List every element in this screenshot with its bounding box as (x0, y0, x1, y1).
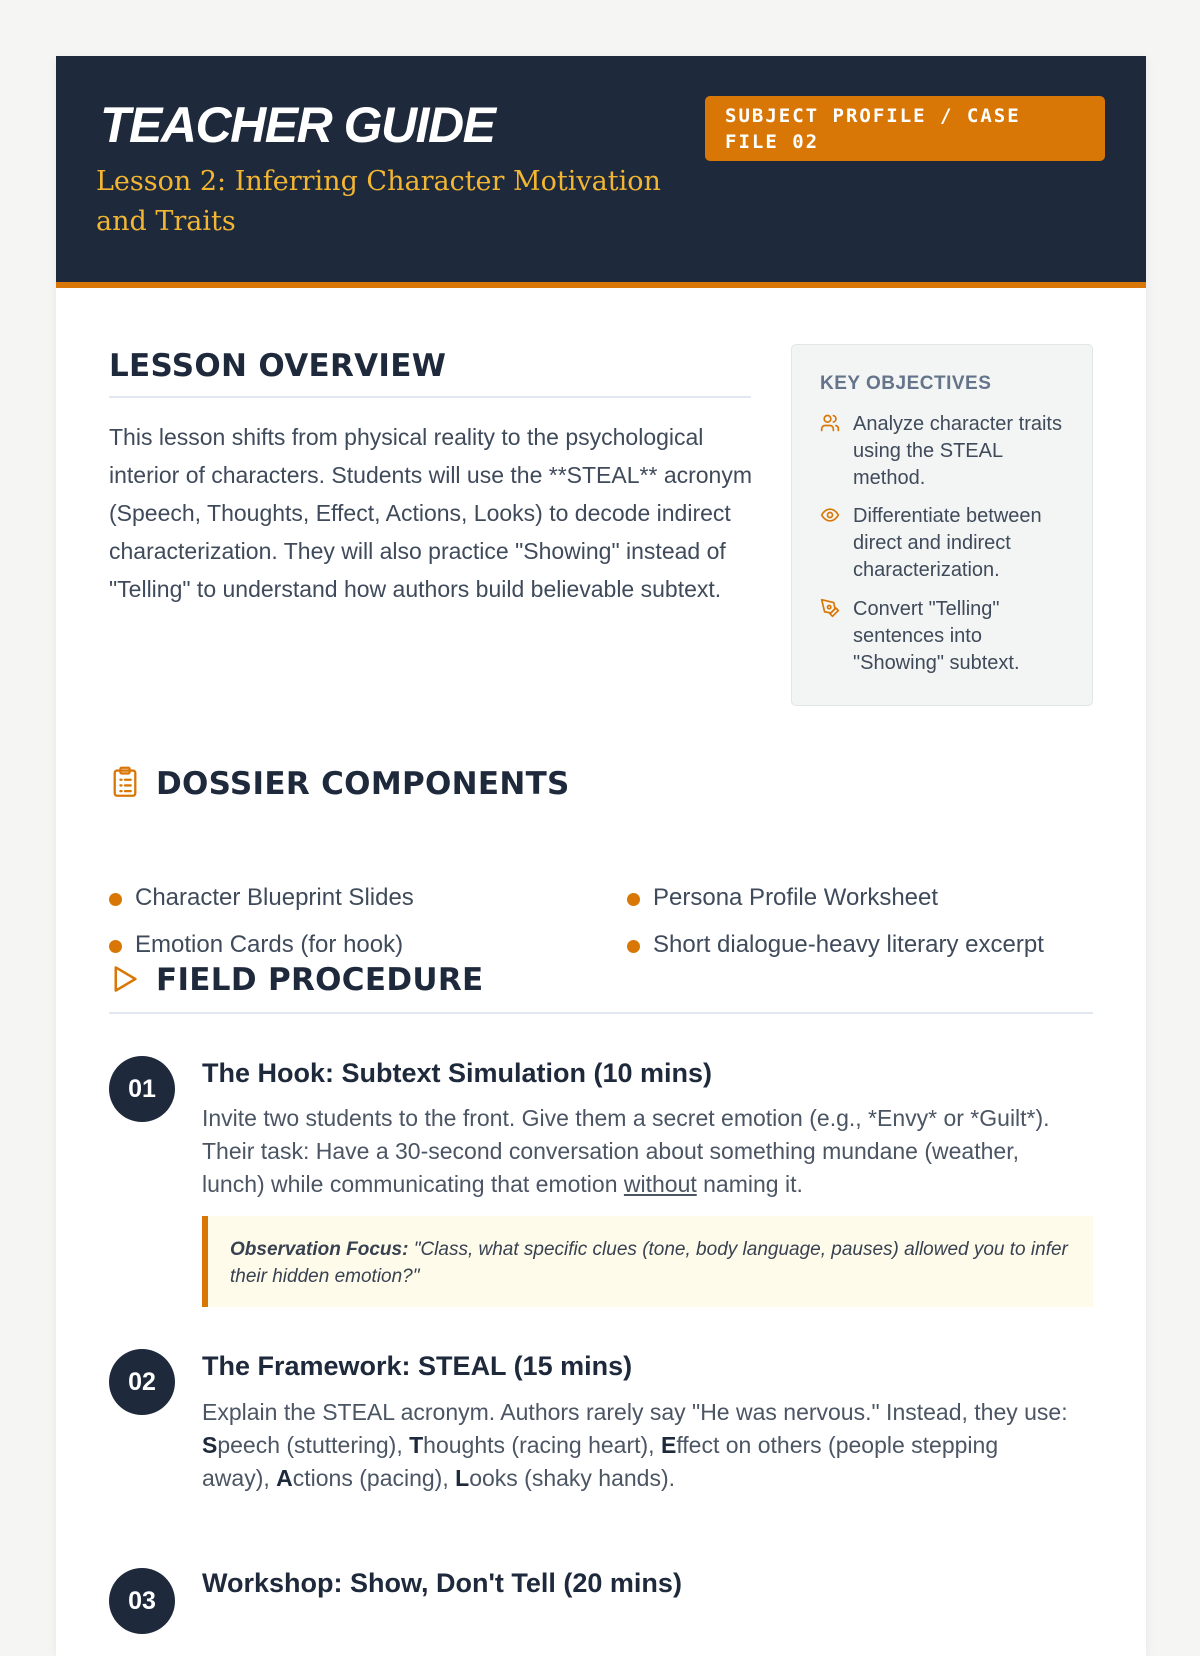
steal-letter: S (202, 1432, 218, 1458)
steal-text: ctions (pacing), (292, 1465, 456, 1491)
component-item (627, 931, 1044, 959)
step-body-text: Invite two students to the front. Give them a secret emotion (e.g., *Envy* or *Guilt*). Their task: Have a 30-second conversation about something mundane (weather, lunch) while communicating that emotion (202, 1105, 1050, 1197)
page-title: TEACHER GUIDE (100, 97, 495, 153)
clipboard-icon (111, 766, 139, 798)
teacher-guide-sheet (56, 56, 1146, 1656)
steal-letter: T (409, 1432, 424, 1458)
objective-text: Analyze character traits using the STEAL method. (853, 413, 1062, 489)
callout-label: Observation Focus: (230, 1239, 409, 1260)
step-title: The Framework: STEAL (15 mins) (202, 1351, 633, 1381)
step-number: 03 (109, 1568, 175, 1634)
procedure-heading: FIELD PROCEDURE (156, 962, 484, 998)
bullet-dot (109, 940, 122, 953)
objective-text: Convert "Telling" sentences into "Showing" subtext. (853, 598, 1020, 674)
observation-callout (202, 1216, 1093, 1307)
guide-header (56, 56, 1146, 288)
step-number: 02 (109, 1349, 175, 1415)
component-label: Emotion Cards (for hook) (135, 931, 404, 958)
bullet-dot (627, 940, 640, 953)
overview-heading: LESSON OVERVIEW (109, 348, 447, 384)
objectives-heading: KEY OBJECTIVES (820, 373, 992, 394)
key-objectives-panel (791, 344, 1093, 706)
components-heading: DOSSIER COMPONENTS (156, 766, 570, 802)
callout-text: "Class, what specific clues (tone, body language, pauses) allowed you to infer their hidden emotion?" (230, 1239, 1068, 1287)
steal-text: houghts (racing heart), (423, 1432, 661, 1458)
bullet-dot (627, 893, 640, 906)
step-number: 01 (109, 1056, 175, 1122)
step-title: Workshop: Show, Don't Tell (20 mins) (202, 1568, 682, 1598)
pen-icon (820, 598, 840, 618)
users-icon (820, 413, 840, 433)
component-label: Character Blueprint Slides (135, 884, 414, 911)
step-body (202, 1102, 1072, 1201)
component-item (109, 884, 414, 912)
component-item (109, 931, 403, 959)
component-label: Short dialogue-heavy literary excerpt (653, 931, 1044, 958)
step-title: The Hook: Subtext Simulation (10 mins) (202, 1058, 713, 1088)
step-body-emphasis: without (623, 1171, 697, 1197)
steal-letter: L (455, 1465, 470, 1491)
steal-letter: A (276, 1465, 293, 1491)
steal-letter: E (660, 1432, 677, 1458)
step-body (202, 1396, 1072, 1495)
component-item (627, 884, 938, 912)
overview-divider (109, 396, 751, 398)
steal-breakdown (202, 1429, 1072, 1495)
play-icon (111, 964, 139, 994)
case-file-badge: SUBJECT PROFILE / CASE FILE 02 (705, 96, 1105, 161)
objective-text: Differentiate between direct and indirect characterization. (853, 505, 1042, 581)
overview-text: This lesson shifts from physical reality to the psychological interior of characters. Students will use the **STEAL** acronym (Speech, Thoughts, Effect, Actions, Looks) to decode indirect characterization. They will also practice "Showing" instead of "Telling" to understand how authors build believable subtext. (109, 424, 753, 602)
steal-text: ffect on others (people stepping away), (202, 1432, 999, 1491)
lesson-subtitle: Lesson 2: Inferring Character Motivation and Traits (96, 166, 661, 237)
eye-icon (820, 505, 840, 525)
steal-text: ooks (shaky hands). (469, 1465, 676, 1491)
bullet-dot (109, 893, 122, 906)
procedure-divider (109, 1012, 1093, 1014)
step-intro: Explain the STEAL acronym. Authors rarely say "He was nervous." Instead, they use: (202, 1399, 1068, 1425)
component-label: Persona Profile Worksheet (653, 884, 939, 911)
step-body-text: naming it. (696, 1171, 803, 1197)
steal-text: peech (stuttering), (217, 1432, 410, 1458)
